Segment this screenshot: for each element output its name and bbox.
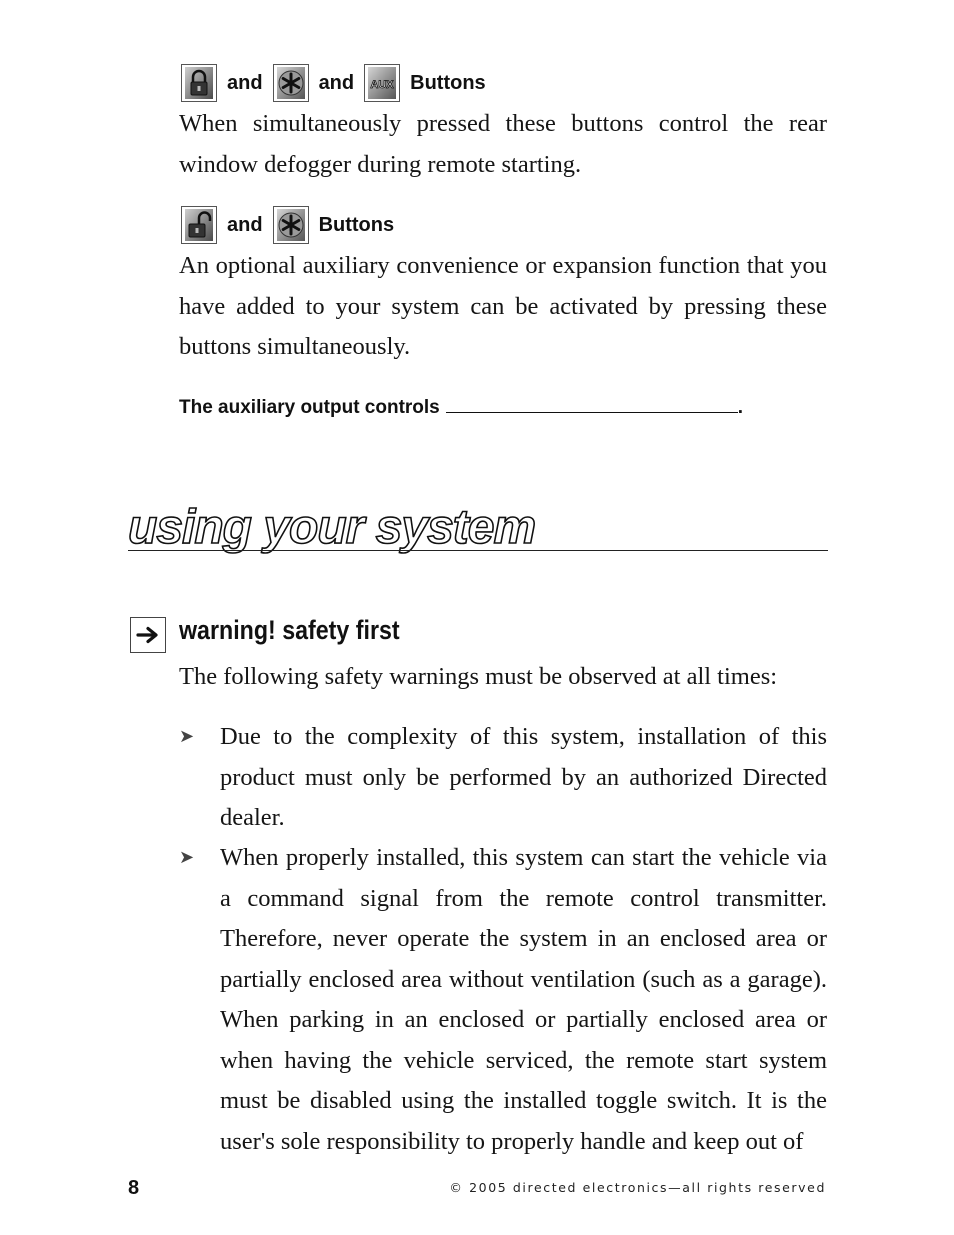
unlock-icon [181, 206, 217, 244]
button-combo-unlock-asterisk [181, 204, 404, 246]
bullet-arrow-icon: ➤ [179, 847, 195, 868]
lock-icon [181, 64, 217, 102]
and-word: and [318, 71, 355, 94]
asterisk-icon [273, 64, 309, 102]
defogger-paragraph: When simultaneously pressed these buttons control the rear window defogger during remote starting. [179, 110, 827, 178]
button-combo-lock-asterisk-aux [181, 62, 496, 104]
warning-intro: The following safety warnings must be observed at all times: [179, 663, 778, 690]
warning-title: warning! safety first [179, 615, 400, 645]
auxiliary-paragraph: An optional auxiliary convenience or expansion function that you have added to your system can be activated by pressing these buttons simultaneously. [179, 252, 827, 360]
buttons-word: Buttons [318, 213, 395, 236]
bullet-arrow-icon: ➤ [179, 726, 195, 747]
asterisk-icon [273, 206, 309, 244]
warning-bullet: Due to the complexity of this system, installation of this product must only be performed by an authorized Directed dealer. [220, 723, 827, 831]
copyright-notice: © 2005 directed electronics—all rights reserved [449, 1180, 826, 1195]
period: . [737, 397, 744, 418]
arrow-right-icon [130, 617, 166, 653]
aux-label: AUX [370, 79, 394, 91]
aux-icon [364, 64, 400, 102]
and-word: and [227, 213, 263, 236]
and-word: and [227, 71, 263, 94]
fill-in-blank[interactable] [446, 396, 738, 413]
section-rule [128, 550, 828, 551]
section-title: using your system [128, 501, 536, 554]
warning-bullet: When properly installed, this system can start the vehicle via a command signal from the remote control transmitter. Therefore, never operate the system in an enclosed area or partially enclosed area without ventilation (such as a garage). When parking in an enclosed or partially enclosed area or when having the vehicle serviced, the remote start system must be disabled using the installed toggle switch. It is the user's sole responsibility to properly handle and keep out of [220, 844, 827, 1155]
buttons-word: Buttons [410, 71, 486, 94]
page-number: 8 [128, 1177, 140, 1199]
auxiliary-output-label: The auxiliary output controls [179, 397, 440, 418]
auxiliary-output-line [179, 396, 743, 419]
